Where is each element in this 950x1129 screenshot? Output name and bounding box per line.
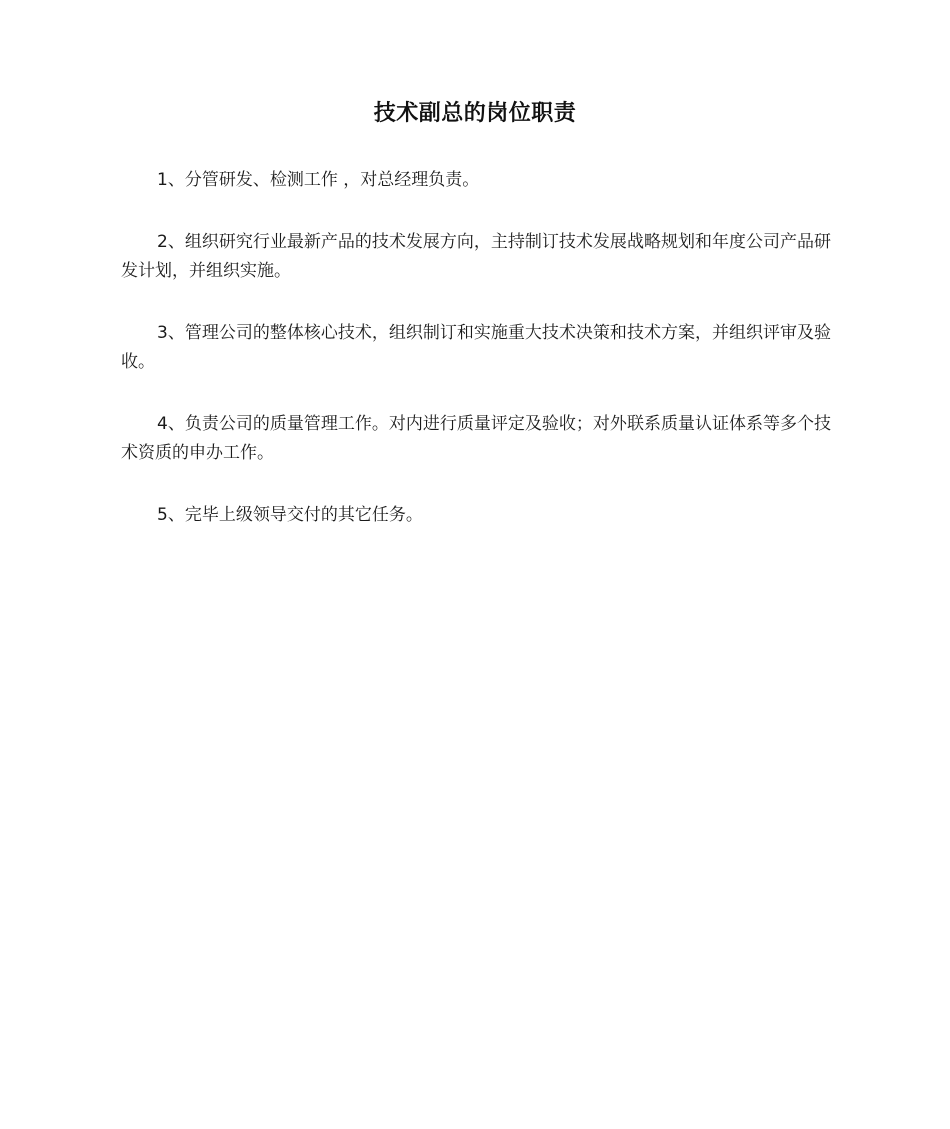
duty-paragraph-1: 1、分管研发、检测工作 ，对总经理负责。 [157,170,480,190]
duty-paragraph-5: 5、完毕上级领导交付的其它任务。 [157,505,423,525]
duty-paragraph-3: 3、管理公司的整体核心技术，组织制订和实施重大技术决策和技术方案，并组织评审及验收。 [121,323,831,372]
duty-paragraph-4: 4、负责公司的质量管理工作。对内进行质量评定及验收；对外联系质量认证体系等多个技术资质的申办工作。 [121,414,831,463]
document-body [121,166,831,563]
document-title: 技术副总的岗位职责 [373,101,577,126]
duty-paragraph-2: 2、组织研究行业最新产品的技术发展方向，主持制订技术发展战略规划和年度公司产品研发计划，并组织实施。 [121,232,831,281]
